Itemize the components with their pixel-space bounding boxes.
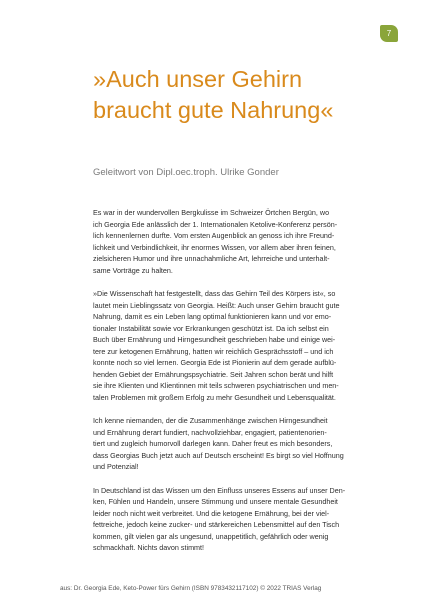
- text-line: und Potenzial!: [93, 462, 139, 471]
- body-text: [93, 207, 391, 566]
- text-line: Nahrung, damit es ein Leben lang optimal funktionieren kann und vor emo-: [93, 312, 332, 321]
- text-line: talen Problemen mit großem Erfolg zu mehr Gesundheit und Lebensqualität.: [93, 392, 336, 402]
- paragraph-3: [93, 415, 391, 473]
- text-line: In Deutschland ist das Wissen um den Einfluss unseres Essens auf unser Den-: [93, 485, 346, 495]
- paragraph-2: [93, 288, 391, 403]
- source-footer: aus: Dr. Georgia Ede, Keto-Power fürs Gehirn (ISBN 9783432117102) © 2022 TRIAS Verlag: [60, 585, 322, 592]
- text-line: ken, Fühlen und Handeln, unsere Stimmung und unsere mentale Gesundheit: [93, 497, 338, 506]
- title-line-1: »Auch unser Gehirn: [93, 66, 303, 92]
- text-line: zielsicheren Humor und ihre unnachahmliche Art, lehrreiche und unterhalt-: [93, 254, 330, 263]
- text-line: kommen, gilt vielen gar als ungesund, unappetitlich, gefährlich oder wenig: [93, 531, 329, 541]
- text-line: tionaler Instabilität sowie vor Erkrankungen geschützt ist. Da ich selbst ein: [93, 323, 329, 333]
- text-line: lich kennenlernen durfte. Vom ersten Augenblick an genoss ich ihre Freund-: [93, 231, 335, 240]
- text-line: »Die Wissenschaft hat festgestellt, dass das Gehirn Teil des Körpers ist«, so: [93, 289, 336, 298]
- text-line: lautet mein Lieblingssatz von Georgia. Heißt: Auch unser Gehirn braucht gute: [93, 300, 340, 310]
- subtitle: Geleitwort von Dipl.oec.troph. Ulrike Gonder: [93, 167, 279, 178]
- text-line: und Ernährung derart fundiert, nachvollziehbar, engagiert, patientenorien-: [93, 427, 327, 437]
- text-line: dass Georgias Buch jetzt auch auf Deutsch erscheint! Es birgt so viel Hoffnung: [93, 450, 344, 460]
- text-line: ich Georgia Ede anlässlich der 1. Internationalen Ketolive-Konferenz persön-: [93, 219, 338, 229]
- text-line: sie ihre Klienten und Klientinnen mit teils schweren psychiatrischen und men-: [93, 381, 339, 390]
- paragraph-1: [93, 207, 391, 276]
- text-line: henden Gebiet der Ernährungspsychiatrie. Seit Jahren schon berät und hilft: [93, 369, 334, 379]
- paragraph-4: [93, 485, 391, 554]
- text-line: lichkeit und Verbindlichkeit, ihr enormes Wissen, vor allem aber ihren feinen,: [93, 242, 336, 252]
- text-line: Es war in der wundervollen Bergkulisse im Schweizer Örtchen Bergün, wo: [93, 208, 330, 217]
- text-line: tiert und zugleich humorvoll darlegen kann. Daher freut es mich besonders,: [93, 439, 333, 448]
- text-line: same Vorträge zu halten.: [93, 265, 173, 275]
- page-title: [93, 64, 403, 126]
- text-line: schmackhaft. Nichts davon stimmt!: [93, 543, 205, 552]
- title-line-2: braucht gute Nahrung«: [93, 97, 334, 123]
- page-number-badge: 7: [380, 25, 398, 42]
- text-line: konnte noch so viel lernen. Georgia Ede ist Pionierin auf dem gerade aufblü-: [93, 358, 337, 367]
- text-line: fettreiche, jedoch keine zucker- und stärkereichen Lebensmittel auf den Tisch: [93, 520, 340, 529]
- text-line: tere zur ketogenen Ernährung, hatten wir reichlich Gesprächsstoff – und ich: [93, 346, 334, 356]
- text-line: Buch über Ernährung und Hirngesundheit geschrieben habe und einige wei-: [93, 335, 336, 344]
- text-line: leider noch nicht weit verbreitet. Und die ketogene Ernährung, bei der viel-: [93, 508, 330, 518]
- text-line: Ich kenne niemanden, der die Zusammenhänge zwischen Hirngesundheit: [93, 416, 328, 425]
